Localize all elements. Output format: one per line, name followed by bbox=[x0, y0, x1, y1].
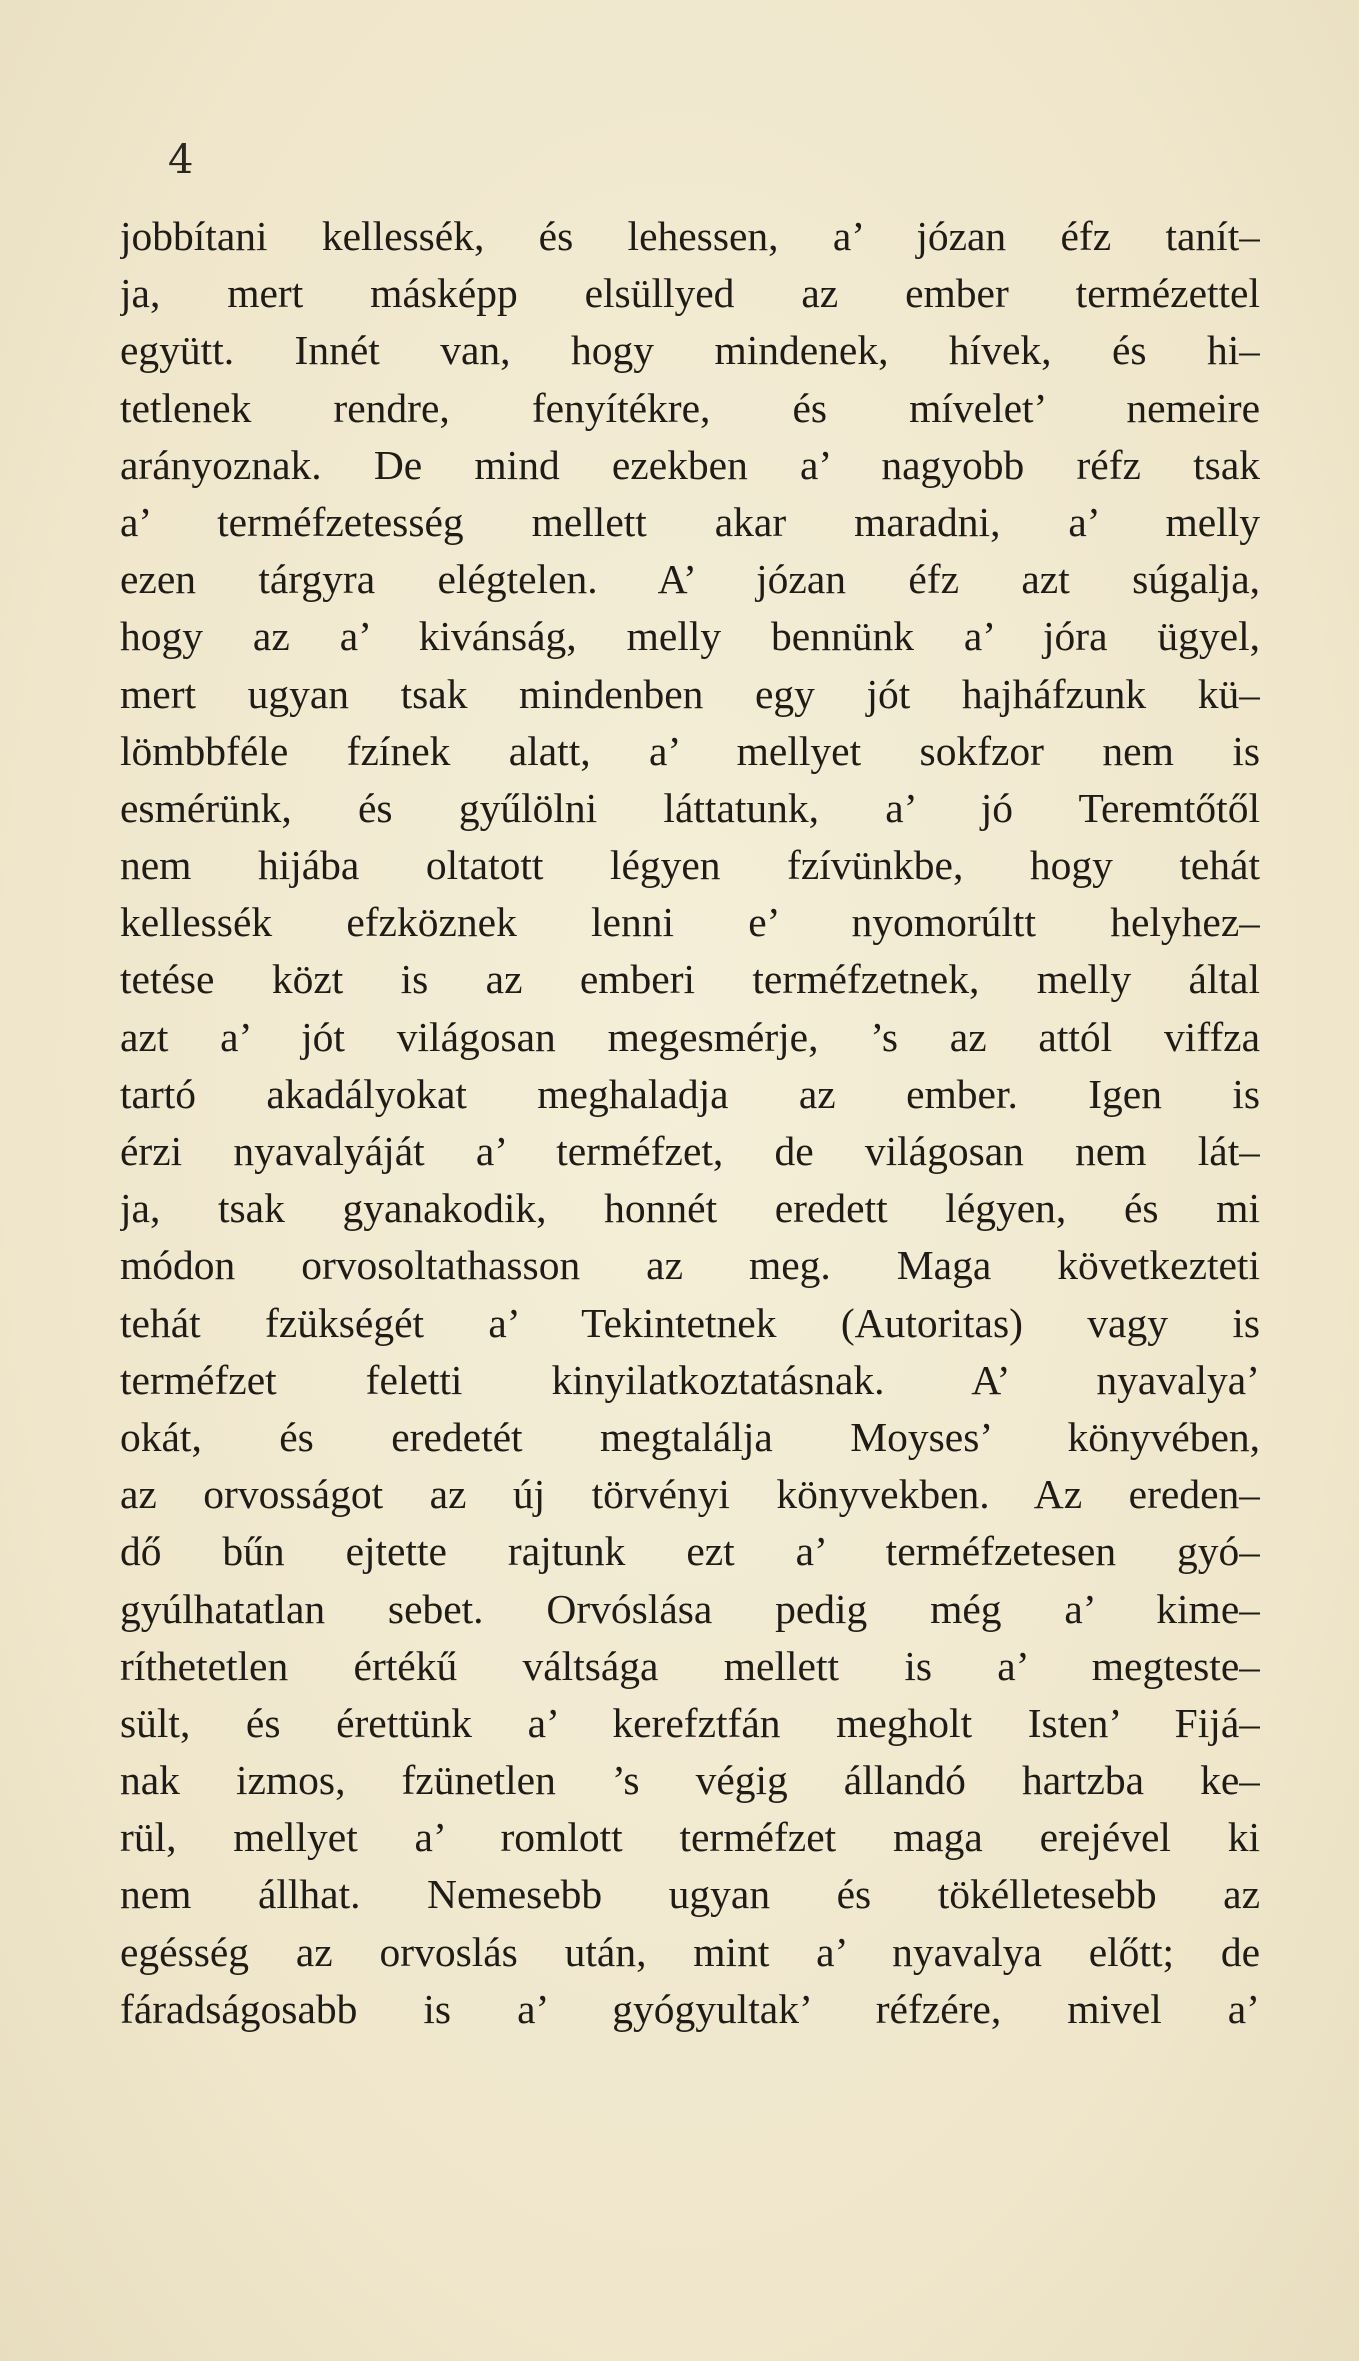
text-line: kellessék efzköznek lenni e’ nyomorúltt helyhez– bbox=[120, 899, 1260, 946]
text-line: arányoznak. De mind ezekben a’ nagyobb réfz tsak bbox=[120, 441, 1260, 488]
text-line: dő bűn ejtette rajtunk ezt a’ terméfzetesen gyó– bbox=[120, 1528, 1260, 1575]
text-line: jobbítani kellessék, és lehessen, a’ józan éfz tanít– bbox=[120, 213, 1260, 259]
text-line: ja, tsak gyanakodik, honnét eredett légyen, és mi bbox=[120, 1185, 1260, 1232]
text-line: azt a’ jót világosan megesmérje, ’s az attól viffza bbox=[120, 1013, 1260, 1060]
text-line: érzi nyavalyáját a’ terméfzet, de világosan nem lát– bbox=[120, 1128, 1260, 1174]
text-line: terméfzet feletti kinyilatkoztatásnak. A’ nyavalya’ bbox=[120, 1356, 1260, 1403]
text-line: az orvosságot az új törvényi könyvekben. Az ereden– bbox=[120, 1471, 1260, 1518]
text-line: nem hijába oltatott légyen fzívünkbe, hogy tehát bbox=[120, 842, 1260, 889]
text-line: sült, és érettünk a’ kerefztfán megholt Isten’ Fijá– bbox=[120, 1699, 1260, 1746]
text-line: együtt. Innét van, hogy mindenek, hívek, és hi– bbox=[120, 327, 1260, 374]
text-line: a’ terméfzetesség mellett akar maradni, a’ melly bbox=[120, 498, 1260, 545]
text-line: nak izmos, fzünetlen ’s végig állandó hartzba ke– bbox=[120, 1757, 1260, 1804]
body-text bbox=[120, 208, 1260, 2038]
text-line: tetése közt is az emberi terméfzetnek, melly által bbox=[120, 956, 1260, 1003]
text-line: tehát fzükségét a’ Tekintetnek (Autoritas) vagy is bbox=[120, 1299, 1260, 1346]
text-line: rül, mellyet a’ romlott terméfzet maga erejével ki bbox=[120, 1814, 1260, 1861]
text-line: esmérünk, és gyűlölni láttatunk, a’ jó Teremtőtől bbox=[120, 784, 1260, 831]
text-line: fáradságosabb is a’ gyógyultak’ réfzére, mivel a’ bbox=[120, 1985, 1260, 2032]
text-line: egésség az orvoslás után, mint a’ nyavalya előtt; de bbox=[120, 1928, 1260, 1975]
text-line: ja, mert másképp elsüllyed az ember termézettel bbox=[120, 270, 1260, 317]
text-line: mert ugyan tsak mindenben egy jót hajháfzunk kü– bbox=[120, 670, 1260, 717]
text-line: tartó akadályokat meghaladja az ember. Igen is bbox=[120, 1070, 1260, 1117]
text-line: tetlenek rendre, fenyítékre, és mívelet’ nemeire bbox=[120, 384, 1260, 431]
text-line: ezen tárgyra elégtelen. A’ józan éfz azt súgalja, bbox=[120, 556, 1260, 603]
text-line: módon orvosoltathasson az meg. Maga következteti bbox=[120, 1242, 1260, 1289]
text-line: gyúlhatatlan sebet. Orvóslása pedig még a’ kime– bbox=[120, 1585, 1260, 1632]
page-number: 4 bbox=[168, 137, 194, 183]
text-line: lömbbféle fzínek alatt, a’ mellyet sokfzor nem is bbox=[120, 727, 1260, 774]
text-line: ríthetetlen értékű váltsága mellett is a’ megteste– bbox=[120, 1642, 1260, 1689]
text-line: nem állhat. Nemesebb ugyan és tökélletesebb az bbox=[120, 1871, 1260, 1918]
text-line: hogy az a’ kivánság, melly bennünk a’ jóra ügyel, bbox=[120, 613, 1260, 660]
text-line: okát, és eredetét megtalálja Moyses’ könyvében, bbox=[120, 1413, 1260, 1460]
